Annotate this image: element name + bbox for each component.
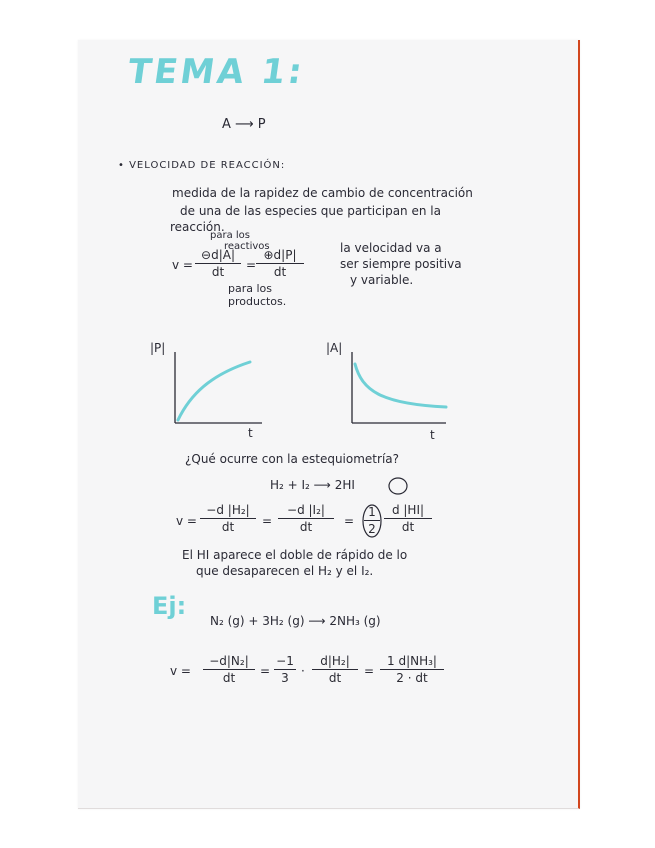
hi-equals-1: = — [262, 514, 273, 528]
stoich-question: ¿Qué ocurre con la estequiometría? — [185, 452, 400, 466]
rate-v-label: v = — [172, 258, 193, 272]
rate-note-2: ser siempre positiva — [340, 257, 462, 271]
section-heading-text: VELOCIDAD DE REACCIÓN: — [129, 160, 286, 171]
hi-den-h2: dt — [221, 520, 235, 534]
rate-num-p: ⊕d|P| — [263, 248, 297, 262]
graph-p-ylabel: |P| — [150, 341, 166, 355]
graph-a-ylabel: |A| — [326, 341, 343, 355]
frac-bar — [274, 669, 296, 670]
page-title: TEMA 1: — [125, 52, 308, 92]
definition-line-1: medida de la rapidez de cambio de concentración — [172, 186, 473, 200]
hi-coef — [364, 505, 380, 536]
frac-bar — [312, 669, 358, 670]
nh3-rate-v: v = — [170, 664, 191, 678]
nh3-frac-n2 — [203, 654, 255, 685]
graph-a-xlabel: t — [430, 428, 435, 442]
nh3-frac-nh3 — [380, 654, 444, 685]
nh3-num-n2: −d|N₂| — [209, 654, 249, 668]
note-productos-1: para los — [228, 282, 272, 295]
reaction-a-to-p: A ⟶ P — [222, 117, 266, 132]
nh3-num-nh3: 1 d|NH₃| — [387, 654, 437, 668]
frac-bar — [200, 518, 256, 519]
hi-rate-v: v = — [176, 514, 197, 528]
hi-frac-hi — [384, 503, 432, 534]
hi-frac-i2 — [278, 503, 334, 534]
hi-num-hi: d |HI| — [391, 503, 425, 517]
nh3-equals-1: = — [260, 664, 271, 678]
hi-num-i2: −d |I₂| — [287, 503, 325, 517]
note-reactivos-1: para los — [210, 230, 250, 241]
nh3-frac-h2 — [312, 654, 358, 685]
graph-p-xlabel: t — [248, 426, 253, 440]
hi-den-hi: dt — [401, 520, 415, 534]
nh3-coef-num: −1 — [276, 654, 294, 668]
hi-num-h2: −d |H₂| — [206, 503, 250, 517]
hi-equals-2: = — [344, 514, 355, 528]
note-productos-2: productos. — [228, 295, 287, 308]
hi-note-2: que desaparecen el H₂ y el I₂. — [196, 564, 374, 578]
definition-line-3: reacción. — [170, 220, 225, 234]
frac-bar — [384, 518, 432, 519]
nh3-num-h2: d|H₂| — [320, 654, 350, 668]
rate-note-3: y variable. — [350, 273, 414, 287]
coef-circle-2 — [389, 478, 407, 494]
hi-frac-h2 — [200, 503, 256, 534]
graph-p — [175, 352, 262, 423]
rate-equals: = — [246, 258, 257, 272]
graph-p-curve — [178, 362, 250, 420]
nh3-den-n2: dt — [222, 671, 236, 685]
frac-bar — [364, 520, 380, 521]
nh3-coef — [274, 654, 296, 685]
hi-den-i2: dt — [299, 520, 313, 534]
bullet: • — [118, 160, 130, 171]
note-reactivos-2: reactivos — [224, 241, 270, 252]
rate-num-a: ⊖d|A| — [201, 248, 235, 262]
frac-bar — [278, 518, 334, 519]
definition-line-2: de una de las especies que participan en la — [180, 204, 441, 218]
example-label: Ej: — [152, 592, 187, 620]
hi-coef-den: 2 — [368, 522, 376, 536]
hi-coef-num: 1 — [368, 505, 376, 519]
hi-note-1: El HI aparece el doble de rápido de lo — [182, 548, 408, 562]
graph-a — [352, 352, 446, 423]
nh3-equals-2: = — [364, 664, 375, 678]
frac-bar — [380, 669, 444, 670]
rate-den-p: dt — [273, 265, 287, 279]
graph-a-curve — [355, 364, 446, 407]
nh3-den-h2: dt — [328, 671, 342, 685]
nh3-den-nh3: 2 · dt — [396, 671, 428, 685]
rate-den-a: dt — [211, 265, 225, 279]
hi-reaction: H₂ + I₂ ⟶ 2HI — [270, 478, 355, 492]
rate-note-1: la velocidad va a — [340, 241, 442, 255]
nh3-reaction: N₂ (g) + 3H₂ (g) ⟶ 2NH₃ (g) — [210, 614, 381, 628]
nh3-dot: · — [301, 664, 305, 678]
nh3-coef-den: 3 — [281, 671, 289, 685]
frac-bar — [203, 669, 255, 670]
